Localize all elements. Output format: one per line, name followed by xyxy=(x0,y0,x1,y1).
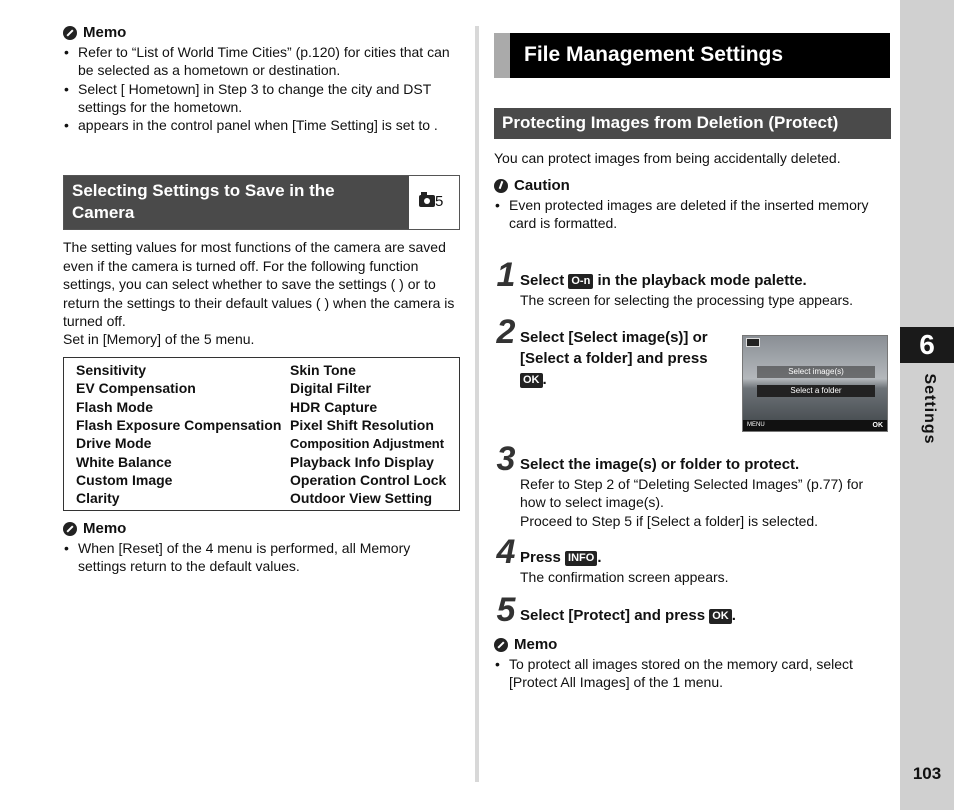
step-4: Press INFO . The confirmation screen appears. xyxy=(520,549,729,585)
table-cell: HDR Capture xyxy=(290,398,378,415)
set-in-text: Set in [Memory] of the 5 menu. xyxy=(63,331,255,347)
intro-paragraph: The setting values for most functions of the camera are saved even if the camera is turned off. For the following function settings, you can select whether to save the settings ( ) or to return the settings to their default values ( ) when the camera is turned off. xyxy=(63,239,455,329)
info-key-icon: INFO xyxy=(565,551,597,566)
memo-icon xyxy=(63,522,77,536)
table-cell: Drive Mode xyxy=(76,435,152,452)
protect-icon xyxy=(746,338,760,347)
memo-heading: Memo xyxy=(514,636,558,653)
caution-item: • Even protected images are deleted if the inserted memory card is formatted. xyxy=(494,196,890,233)
step-2: Select [Select image(s)] or [Select a folder] and press OK . xyxy=(520,329,708,388)
camera-screen xyxy=(742,335,888,432)
menu-back-label: MENU xyxy=(747,422,765,428)
table-cell: Outdoor View Setting xyxy=(290,490,433,507)
step-5: Select [Protect] and press OK . xyxy=(520,607,736,624)
protect-key-icon: O-n xyxy=(568,274,593,289)
table-cell: Composition Adjustment xyxy=(290,435,445,451)
table-cell: EV Compensation xyxy=(76,380,196,397)
column-divider xyxy=(475,26,479,782)
step-number: 3 xyxy=(496,440,516,478)
section-menu-ref: 5 xyxy=(419,193,443,210)
memo-item: • Select [ Hometown] in Step 3 to change the city and DST settings for the hometown. xyxy=(63,80,461,117)
table-cell: Skin Tone xyxy=(290,362,356,379)
step-1: Select O-n in the playback mode palette. The screen for selecting the processing type appears. xyxy=(520,272,854,308)
caution-icon xyxy=(494,179,508,193)
section-title: Selecting Settings to Save in the Camera xyxy=(64,176,409,229)
table-cell: Sensitivity xyxy=(76,362,147,379)
main-title: File Management Settings xyxy=(524,43,784,66)
memo-block-right xyxy=(494,636,890,692)
memo-heading: Memo xyxy=(83,24,127,41)
caution-heading: Caution xyxy=(514,177,570,194)
side-tab xyxy=(900,0,954,810)
table-cell: Clarity xyxy=(76,490,120,507)
subsection-title: Protecting Images from Deletion (Protect) xyxy=(494,108,891,139)
page-number: 103 xyxy=(912,764,942,783)
table-cell: Flash Exposure Compensation xyxy=(76,417,282,434)
table-cell: Custom Image xyxy=(76,471,173,488)
step-number: 4 xyxy=(496,533,516,571)
table-cell: Flash Mode xyxy=(76,398,154,415)
step-number: 2 xyxy=(496,313,516,351)
ok-key-icon: OK xyxy=(520,373,543,388)
caution-block xyxy=(494,177,890,233)
memo-item: • appears in the control panel when [Time Setting] is set to . xyxy=(63,116,461,134)
memo-block-1 xyxy=(63,24,461,134)
memo-icon xyxy=(494,638,508,652)
step-3: Select the image(s) or folder to protect. Refer to Step 2 of “Deleting Selected Images” (p.77) for how to select image(s). Proceed to Step 5 if [Select a folder] is selected. xyxy=(520,456,864,529)
table-cell: Playback Info Display xyxy=(290,453,434,470)
memo-item: • To protect all images stored on the memory card, select [Protect All Images] of the 1 menu. xyxy=(494,655,890,692)
table-cell: White Balance xyxy=(76,453,172,470)
settings-table xyxy=(63,357,460,511)
memo-item: • Refer to “List of World Time Cities” (p.120) for cities that can be selected as a hometown or destination. xyxy=(63,43,461,80)
section-header xyxy=(63,175,460,230)
chapter-number: 6 xyxy=(900,327,954,363)
camera-icon xyxy=(419,195,435,207)
option-select-images[interactable]: Select image(s) xyxy=(757,366,875,378)
step-number: 1 xyxy=(496,256,516,294)
step-number: 5 xyxy=(496,591,516,629)
ok-key-icon: OK xyxy=(709,609,732,624)
table-cell: Pixel Shift Resolution xyxy=(290,417,434,434)
chapter-label: Settings xyxy=(921,373,938,445)
option-select-folder[interactable]: Select a folder xyxy=(757,385,875,397)
memo-heading: Memo xyxy=(83,520,127,537)
memo-item: • When [Reset] of the 4 menu is performed, all Memory settings return to the default values. xyxy=(63,539,461,576)
memo-block-2 xyxy=(63,520,461,576)
right-intro: You can protect images from being accidentally deleted. xyxy=(494,150,841,166)
table-cell: Operation Control Lock xyxy=(290,471,447,488)
table-cell: Digital Filter xyxy=(290,380,371,397)
memo-icon xyxy=(63,26,77,40)
ok-label: OK xyxy=(872,422,883,429)
main-title-bar xyxy=(494,33,890,78)
